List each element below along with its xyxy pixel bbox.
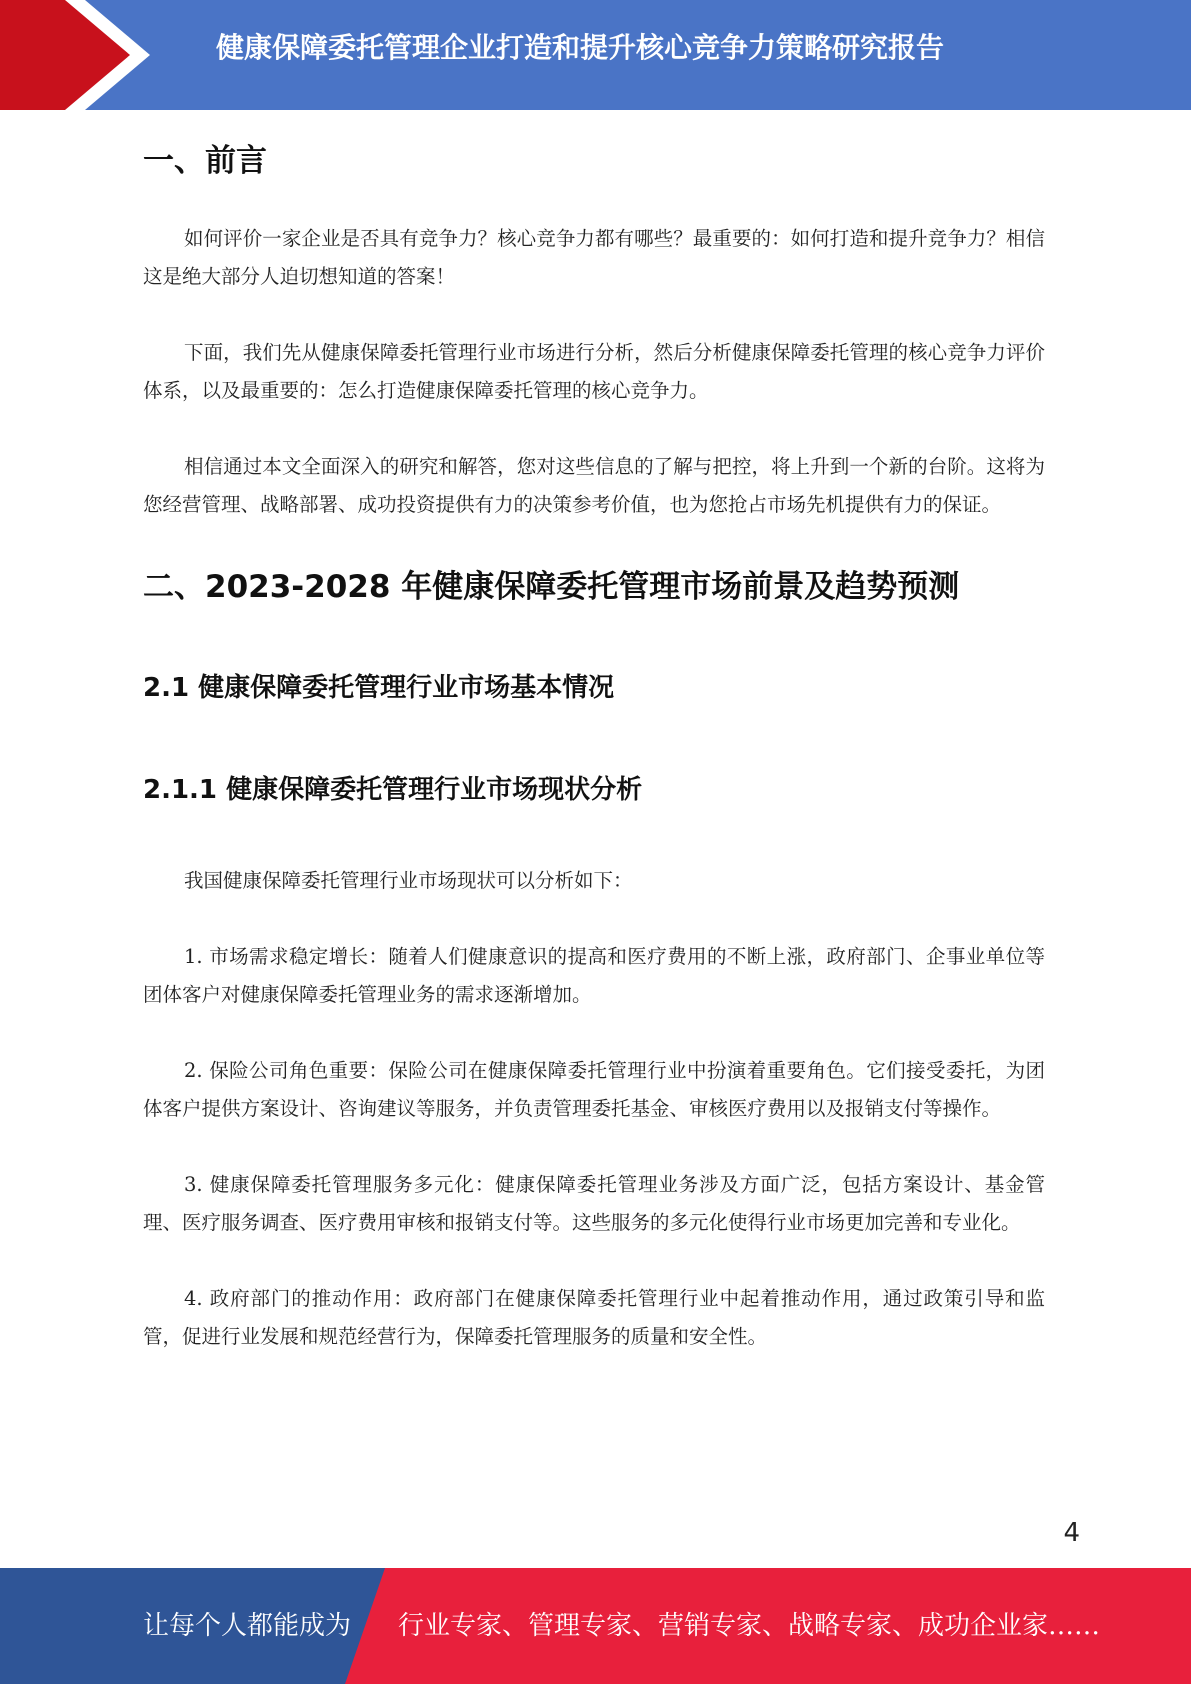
section-heading-preface: 一、前言	[143, 143, 267, 179]
paragraph: 我国健康保障委托管理行业市场现状可以分析如下：	[184, 869, 633, 892]
section-heading-forecast: 二、2023-2028 年健康保障委托管理市场前景及趋势预测	[143, 569, 960, 605]
subsection-heading: 2.1.1 健康保障委托管理行业市场现状分析	[143, 775, 643, 805]
list-item: 4. 政府部门的推动作用：政府部门在健康保障委托管理行业中起着推动作用，通过政策引导和监管，促进行业发展和规范经营行为，保障委托管理服务的质量和安全性。	[143, 1287, 1045, 1348]
list-item: 2. 保险公司角色重要：保险公司在健康保障委托管理行业中扮演着重要角色。它们接受委托，为团体客户提供方案设计、咨询建议等服务，并负责管理委托基金、审核医疗费用以及报销支付等操作。	[143, 1059, 1045, 1120]
paragraph: 如何评价一家企业是否具有竞争力？核心竞争力都有哪些？最重要的：如何打造和提升竞争力？相信这是绝大部分人迫切想知道的答案！	[143, 227, 1045, 288]
page-body	[143, 140, 1045, 1356]
list-item: 3. 健康保障委托管理服务多元化：健康保障委托管理业务涉及方面广泛，包括方案设计、基金管理、医疗服务调查、医疗费用审核和报销支付等。这些服务的多元化使得行业市场更加完善和专业化。	[143, 1173, 1045, 1234]
report-title: 健康保障委托管理企业打造和提升核心竞争力策略研究报告	[216, 31, 945, 64]
list-item: 1. 市场需求稳定增长：随着人们健康意识的提高和医疗费用的不断上涨，政府部门、企事业单位等团体客户对健康保障委托管理业务的需求逐渐增加。	[143, 945, 1045, 1006]
subsection-heading: 2.1 健康保障委托管理行业市场基本情况	[143, 673, 615, 703]
page-header	[0, 0, 1191, 110]
page-number: 4	[1063, 1518, 1080, 1548]
page-footer	[0, 1568, 1191, 1684]
footer-roles: 行业专家、管理专家、营销专家、战略专家、成功企业家……	[398, 1611, 1101, 1641]
footer-slogan: 让每个人都能成为	[143, 1611, 352, 1641]
paragraph: 相信通过本文全面深入的研究和解答，您对这些信息的了解与把控，将上升到一个新的台阶。这将为您经营管理、战略部署、成功投资提供有力的决策参考价值，也为您抢占市场先机提供有力的保证。	[143, 455, 1045, 516]
paragraph: 下面，我们先从健康保障委托管理行业市场进行分析，然后分析健康保障委托管理的核心竞争力评价体系，以及最重要的：怎么打造健康保障委托管理的核心竞争力。	[143, 341, 1045, 402]
